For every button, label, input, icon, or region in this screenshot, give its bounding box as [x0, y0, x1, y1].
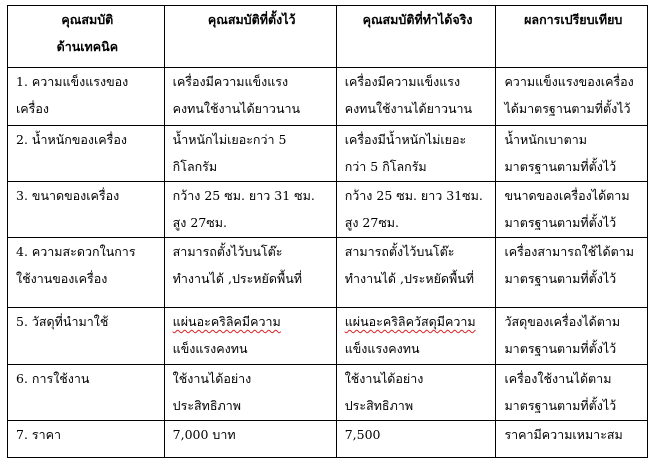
cell-line: กว่า 5 กิโลกรัม — [344, 159, 427, 174]
comparison-table — [7, 5, 648, 458]
table-row — [8, 421, 648, 458]
cell-line: สามารถตั้งไว้บนโต๊ะ — [344, 244, 455, 259]
actual-cell — [336, 308, 496, 365]
cell-line: 7,000 บาท — [172, 427, 236, 442]
actual-cell — [336, 238, 496, 308]
table-header-row — [8, 6, 648, 68]
cell-line: 7,500 — [344, 427, 381, 442]
cell-line: สูง 27ซม. — [172, 215, 227, 230]
target-cell — [164, 182, 336, 238]
cell-line: ราคามีความเหมาะสม — [504, 427, 623, 442]
table-row — [8, 182, 648, 238]
feature-cell — [8, 126, 165, 182]
feature-cell — [8, 308, 165, 365]
cell-line: 6. การใช้งาน — [16, 371, 90, 386]
cell-line: ได้มาตรฐานตามที่ตั้งไว้ — [504, 101, 631, 116]
header-target-spec — [164, 6, 336, 68]
header-technical-feature — [8, 6, 165, 68]
table-row — [8, 308, 648, 365]
cell-line: มาตรฐานตามที่ตั้งไว้ — [504, 398, 617, 413]
cell-line: 3. ขนาดของเครื่อง — [16, 188, 120, 203]
feature-cell — [8, 421, 165, 458]
cell-line: ใช้งานได้อย่าง — [344, 371, 424, 386]
target-cell — [164, 365, 336, 421]
cell-line: แข็งแรงคงทน — [172, 341, 248, 356]
target-cell — [164, 308, 336, 365]
cell-line: ความแข็งแรงของเครื่อง — [504, 74, 634, 89]
header-line: คุณสมบัติที่ทำได้จริง — [362, 12, 473, 27]
cell-line: ใช้งานของเครื่อง — [16, 271, 108, 286]
actual-cell — [336, 421, 496, 458]
cell-line: กว้าง 25 ซม. ยาว 31 ซม. — [172, 188, 315, 203]
header-line: คุณสมบัติที่ตั้งไว้ — [207, 12, 296, 27]
table-row — [8, 68, 648, 126]
cell-line: เครื่องมีน้ำหนักไม่เยอะ — [344, 132, 467, 147]
result-cell — [496, 421, 648, 458]
cell-line: แข็งแรงคงทน — [344, 341, 420, 356]
target-cell — [164, 421, 336, 458]
header-line: คุณสมบัติ — [61, 12, 114, 27]
cell-line: กิโลกรัม — [172, 159, 218, 174]
cell-line: มาตรฐานตามที่ตั้งไว้ — [504, 341, 617, 356]
result-cell — [496, 308, 648, 365]
result-cell — [496, 365, 648, 421]
table-row — [8, 126, 648, 182]
result-cell — [496, 182, 648, 238]
header-actual-spec — [336, 6, 496, 68]
cell-line: แผ่นอะคริลิคมีความ — [172, 314, 281, 329]
cell-line: ทำงานได้ ,ประหยัดพื้นที่ — [344, 271, 475, 286]
cell-line: ประสิทธิภาพ — [172, 398, 242, 413]
table-row — [8, 365, 648, 421]
cell-line: เครื่อง — [16, 101, 49, 116]
cell-line: 4. ความสะดวกในการ — [16, 244, 136, 259]
header-line: ด้านเทคนิค — [56, 39, 119, 54]
cell-line: มาตรฐานตามที่ตั้งไว้ — [504, 271, 617, 286]
cell-line: น้ำหนักเบาตาม — [504, 132, 587, 147]
cell-line: สามารถตั้งไว้บนโต๊ะ — [172, 244, 283, 259]
cell-line: กว้าง 25 ซม. ยาว 31ซม. — [344, 188, 483, 203]
cell-line: เครื่องมีความแข็งแรง — [344, 74, 461, 89]
table-row — [8, 238, 648, 308]
target-cell — [164, 126, 336, 182]
cell-line: วัสดุของเครื่องได้ตาม — [504, 314, 621, 329]
feature-cell — [8, 365, 165, 421]
cell-line: เครื่องมีความแข็งแรง — [172, 74, 289, 89]
cell-line: เครื่องสามารถใช้ได้ตาม — [504, 244, 634, 259]
result-cell — [496, 68, 648, 126]
feature-cell — [8, 182, 165, 238]
cell-line: มาตรฐานตามที่ตั้งไว้ — [504, 215, 617, 230]
cell-line: ใช้งานได้อย่าง — [172, 371, 252, 386]
cell-line: ทำงานได้ ,ประหยัดพื้นที่ — [172, 271, 303, 286]
target-cell — [164, 238, 336, 308]
cell-line: เครื่องใช้งานได้ตาม — [504, 371, 612, 386]
cell-line: ประสิทธิภาพ — [344, 398, 414, 413]
cell-line: 2. น้ำหนักของเครื่อง — [16, 132, 127, 147]
feature-cell — [8, 68, 165, 126]
actual-cell — [336, 365, 496, 421]
actual-cell — [336, 182, 496, 238]
cell-line: แผ่นอะคริลิควัสดุมีความ — [344, 314, 476, 329]
cell-line: คงทนใช้งานได้ยาวนาน — [344, 101, 473, 116]
actual-cell — [336, 126, 496, 182]
actual-cell — [336, 68, 496, 126]
cell-line: สูง 27ซม. — [344, 215, 400, 230]
cell-line: น้ำหนักไม่เยอะกว่า 5 — [172, 132, 287, 147]
target-cell — [164, 68, 336, 126]
cell-line: ขนาดของเครื่องได้ตาม — [504, 188, 630, 203]
result-cell — [496, 238, 648, 308]
header-comparison-result — [496, 6, 648, 68]
feature-cell — [8, 238, 165, 308]
cell-line: 5. วัสดุที่นำมาใช้ — [16, 314, 109, 329]
cell-line: 1. ความแข็งแรงของ — [16, 74, 129, 89]
header-line: ผลการเปรียบเทียบ — [524, 12, 623, 27]
cell-line: มาตรฐานตามที่ตั้งไว้ — [504, 159, 617, 174]
result-cell — [496, 126, 648, 182]
cell-line: คงทนใช้งานได้ยาวนาน — [172, 101, 301, 116]
cell-line: 7. ราคา — [16, 427, 62, 442]
